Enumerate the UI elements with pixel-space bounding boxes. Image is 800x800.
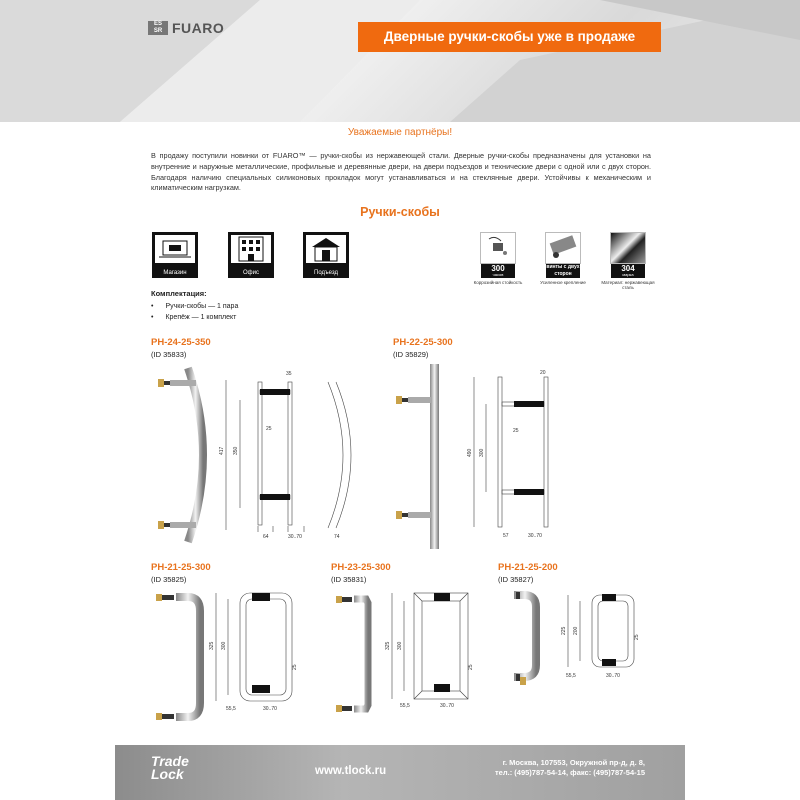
header [0,0,800,122]
feature-value: винты с двух сторон [546,264,580,277]
usage-label: Магазин [163,270,187,276]
feature-fixing [540,232,586,285]
phones: тел.: (495)787-54-14, факс: (495)787-54-15 [495,768,645,777]
dim-total: 417 [219,446,225,455]
dim-base: 64 [263,534,269,540]
kit-item: • Ручки-скобы — 1 пара [151,301,238,312]
feature-caption: Усиленное крепление [540,280,586,285]
feature-caption: Материал: нержавеющая сталь [601,280,655,290]
dim-total: 325 [385,641,391,650]
dim-depth: 30..70 [606,673,620,679]
model-code: PH-24-25-350 [151,337,211,348]
dim-diameter: 25 [468,664,474,670]
feature-corrosion [473,232,523,285]
entrance-icon [306,235,346,263]
feature-material [601,232,655,290]
dim-depth: 30..70 [440,703,454,709]
dim-diameter: 25 [292,664,298,670]
usage-label: Подъезд [314,270,338,276]
shop-icon [155,235,195,263]
usage-shop [152,232,198,278]
office-icon [231,235,271,263]
usage-entrance [303,232,349,278]
model-id: (ID 35825) [151,575,187,584]
dim-diameter: 25 [513,428,519,434]
dim-diameter: 25 [634,634,640,640]
header-background [0,0,800,122]
kit-item: • Крепёж — 1 комплект [151,312,238,323]
model-code: PH-23-25-300 [331,562,391,573]
footer [115,745,685,800]
steel-icon [610,232,646,264]
logo-text: FUARO [172,20,225,36]
kit-title: Комплектация: [151,289,207,298]
dim-axis: 300 [479,448,485,457]
model-id: (ID 35827) [498,575,534,584]
dim-base: 57 [503,533,509,539]
dim-base: 55,5 [400,703,410,709]
dim-total: 225 [561,626,567,635]
headline-banner: Дверные ручки-скобы уже в продаже [358,22,661,52]
model-code: PH-22-25-300 [393,337,453,348]
usage-label: Офис [243,270,259,276]
greeting: Уважаемые партнёры! [347,127,453,138]
dim-base: 55,5 [226,706,236,712]
model-code: PH-21-25-200 [498,562,558,573]
dim-depth: 30..70 [263,706,277,712]
dim-diameter: 25 [266,426,272,432]
address: г. Москва, 107553, Окружной пр-д, д. 8, [502,758,645,767]
model-id: (ID 35831) [331,575,367,584]
fuaro-logo [148,20,224,36]
dim-axis: 200 [573,626,579,635]
dim-axis: 300 [221,641,227,650]
usage-office [228,232,274,278]
salt-spray-icon [480,232,516,264]
tradelock-logo [151,755,189,781]
brand-line: Trade [151,753,189,769]
drawing-ph-22-25-300 [388,362,578,557]
drawing-ph-23-25-300 [330,585,490,735]
dim-depth: 30..70 [288,534,302,540]
brand-line: Lock [151,766,184,782]
feature-value: 304 марка [611,264,645,278]
feature-value: 300 часов [481,264,515,278]
dim-base: 55,5 [566,673,576,679]
model-id: (ID 35833) [151,350,187,359]
dim-axis: 300 [397,641,403,650]
model-code: PH-21-25-300 [151,562,211,573]
feature-caption: Коррозийная стойкость [473,280,523,285]
dim-top-diameter: 35 [286,371,292,377]
dim-total: 325 [209,641,215,650]
website-link[interactable]: www.tlock.ru [315,765,387,777]
intro-paragraph: В продажу поступили новинки от FUARO™ — ручки-скобы из нержавеющей стали. Дверные ручки-скобы предназначены для установки на внутренние и наружные металлические, профильные и деревянные двери, на двери подъездов и технические двери с одной или с двух сторон. Благодаря наличию специальных силиконовых прокладок могут устанавливаться и на стеклянные двери. Устойчивы к механическим и климатическим нагрузкам. [151,151,651,193]
fuaro-logo-icon: ЕS SR [148,21,168,35]
dim-total: 490 [467,448,473,457]
section-title: Ручки-скобы [360,205,440,219]
dim-axis: 350 [233,446,239,455]
drawing-ph-21-25-300 [148,585,313,735]
kit-list [151,301,238,323]
model-id: (ID 35829) [393,350,429,359]
drawing-ph-21-25-200 [498,585,658,695]
contact-info [495,758,645,778]
dim-top-diameter: 20 [540,370,546,376]
drawing-ph-24-25-350 [148,360,373,555]
screws-icon [545,232,581,264]
dim-bow: 74 [334,534,340,540]
dim-depth: 30..70 [528,533,542,539]
